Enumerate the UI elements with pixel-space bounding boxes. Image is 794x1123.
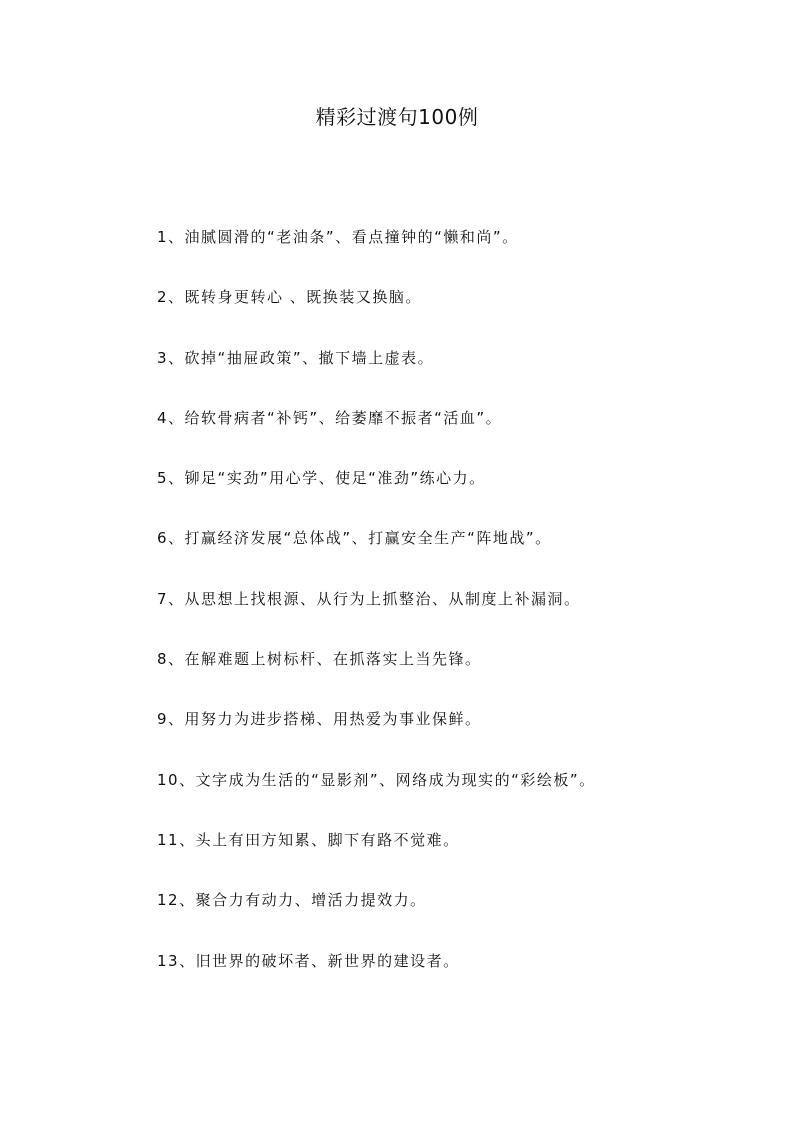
list-item: 7、从思想上找根源、从行为上抓整治、从制度上补漏洞。 <box>157 589 581 608</box>
list-item: 11、头上有田方知累、脚下有路不觉难。 <box>157 830 460 849</box>
list-item: 13、旧世界的破坏者、新世界的建设者。 <box>157 951 460 970</box>
document-title: 精彩过渡句100例 <box>315 105 479 129</box>
list-item: 10、文字成为生活的“显影剂”、网络成为现实的“彩绘板”。 <box>157 770 596 789</box>
list-item: 9、用努力为进步搭梯、用热爱为事业保鲜。 <box>157 710 482 729</box>
list-item: 4、给软骨病者“补钙”、给萎靡不振者“活血”。 <box>157 408 503 427</box>
list-item: 1、油腻圆滑的“老油条”、看点撞钟的“懒和尚”。 <box>157 228 519 246</box>
list-item: 2、既转身更转心 、既换装又换脑。 <box>157 288 422 307</box>
transition-sentence-list <box>157 224 757 1008</box>
list-item: 8、在解难题上树标杆、在抓落实上当先锋。 <box>157 650 482 669</box>
list-item: 6、打赢经济发展“总体战”、打赢安全生产“阵地战”。 <box>157 529 552 548</box>
list-item: 3、砍掉“抽屉政策”、撤下墙上虚表。 <box>157 348 435 367</box>
list-item: 5、铆足“实劲”用心学、使足“准劲”练心力。 <box>157 469 486 488</box>
list-item: 12、聚合力有动力、增活力提效力。 <box>157 891 427 910</box>
